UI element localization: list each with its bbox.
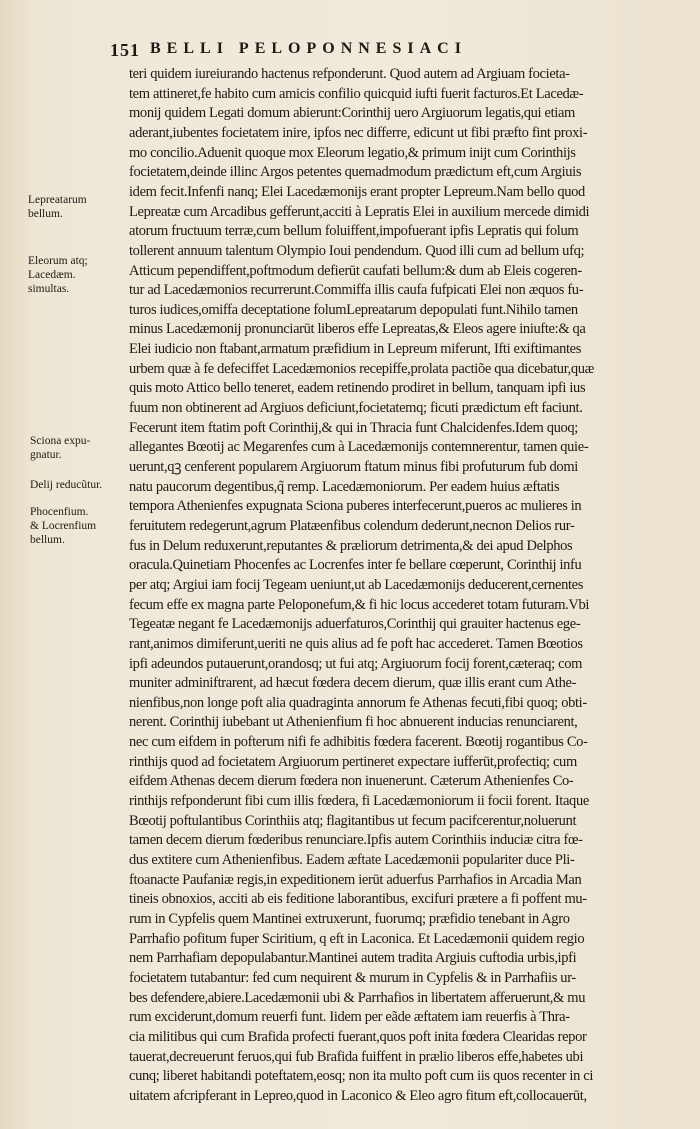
margin-note-eleorum (28, 254, 88, 296)
text-line: rinthijs quod ad focietatem Argiuorum pertineret expectare iufferūt,profectiq; cum (129, 753, 577, 770)
margin-note-line: gnatur. (30, 449, 62, 461)
margin-note-line: Delij reducũtur. (30, 479, 103, 491)
text-line: feruitutem redegerunt,agrum Platæenfibus colendum dederunt,necnon Delios rur- (129, 517, 575, 534)
text-line: uitatem afcripferant in Lepreo,quod in Laconico & Eleo agro fitum eft,collocauerūt, (129, 1087, 587, 1104)
text-line: atorum fructuum terræ,cum bellum foluiffent,impofuerant ipfis Lepratis qui folum (129, 223, 579, 240)
text-line: ipfi adeundos putauerunt,orandosq; ut fui atq; Argiuorum focij forent,cæteraq; com (129, 655, 583, 672)
text-line: tineis obnoxios, acciti ab eis feditione laborantibus, excifuri prætere a fi poffent mu- (129, 891, 587, 908)
margin-note-line: bellum. (30, 534, 65, 546)
text-line: Elei iudicio non ftabant,armatum præfidium in Lepreum miferunt, Ifti exiftimantes (129, 341, 582, 358)
text-line: cunq; liberet habitandi poteftatem,eosq; non ita multo poft cum iis quos recenter in ci (129, 1068, 594, 1085)
text-line: monij quidem Legati domum abierunt:Corinthij uero Argiuorum legatis,qui etiam (129, 105, 575, 122)
margin-notes (0, 0, 128, 1129)
text-line: Lepreatæ cum Arcadibus gefferunt,acciti à Lepratis Elei in auxilium mercede dimidi (129, 203, 590, 220)
text-line: urbem quæ à fe defeciffet Lacedæmonios recepiffe,prolata pactiõe qua dicebatur,quæ (129, 360, 594, 377)
margin-note-line: & Locrenfium (30, 520, 97, 532)
text-line: tem attineret,fe habito cum amicis confilio quicquid iufti fuerit facturos.Et Lacedæ- (129, 85, 584, 102)
margin-note-sciona (30, 434, 90, 462)
text-line: cia militibus qui cum Brafida profecti fuerant,quos poft inita fœdera Clearidas repor (129, 1028, 587, 1045)
text-line: eifdem Athenas decem dierum fœdera non inuenerunt. Cæterum Athenienfes Co- (129, 773, 574, 790)
body-text (129, 64, 700, 1129)
text-line: fuum non obtinerent ad Argiuos deficiunt,focietatemq; ficuti prædictum eft faciunt. (129, 400, 583, 417)
text-line: uerunt,qꝫ cenferent popularem Argiuorum ftatum minus fibi profuturum fub domi (129, 459, 578, 475)
page-header (110, 40, 700, 64)
margin-note-phocensium (30, 505, 96, 547)
text-line: muniter adminiftrarent, ad hæcut fœdera decem dierum, quæ illis erant cum Athe- (129, 675, 577, 692)
text-line: Parrhafio pofitum fuper Sciritium, q eft in Laconica. Et Lacedæmonii quidem regio (129, 930, 585, 947)
running-title: BELLI PELOPONNESIACI (150, 40, 467, 57)
text-line: teri quidem iureiurando hactenus refponderunt. Quod autem ad Argiuam focieta- (129, 66, 570, 82)
text-line: Bœotij poftulantibus Corinthiis atq; flagitantibus ut fecum pacifcerentur,noluerunt (129, 812, 577, 829)
margin-note-lepreatarum (28, 193, 87, 221)
text-line: oracula.Quinetiam Phocenfes ac Locrenfes inter fe bellare cœperunt, Corinthij infu (129, 557, 582, 574)
margin-note-line: Sciona expu- (30, 435, 91, 447)
text-line: tur ad Lacedæmonios recurrerunt.Commiffa illis caufa fufpicati Elei non æquos fu- (129, 282, 584, 299)
text-line: ftoanacte Paufaniæ regis,in expeditionem ierūt aduerfus Parrhafios in Arcadia Man (129, 871, 582, 888)
text-line: idem fecit.Infenfi nanq; Elei Lacedæmonijs erant propter Lepreum.Nam bello quod (129, 183, 585, 200)
margin-note-line: bellum. (28, 208, 63, 220)
text-line: Fecerunt item ftatim poft Corinthij,& qui in Thracia funt Chalcidenfes.Idem quoq; (129, 419, 578, 436)
text-line: rinthijs refponderunt fibi cum illis fœdera, fi Lacedæmoniorum ii focii forent. Itaque (129, 793, 589, 810)
text-line: fecum effe ex magna parte Peloponefum,& fi hic locus accederet totam futuram.Vbi (129, 596, 590, 613)
margin-note-line: simultas. (28, 283, 70, 295)
margin-note-line: Eleorum atq; (28, 255, 88, 267)
text-line: tempora Athenienfes expugnata Sciona puberes interfecerunt,pueros ac mulieres in (129, 498, 582, 515)
margin-note-line: Lacedæm. (28, 269, 76, 281)
text-line: nem Parrhafiam depopulabantur.Mantinei autem tradita Argiuis cuftodia urbis,ipfi (129, 950, 577, 967)
text-line: turos iudices,omiffa deceptatione folumLepreatarum depopulati funt.Nihilo tamen (129, 301, 578, 318)
text-line: focietatem tutabantur: fed cum nequirent & murum in Cypfelis & in Parrhafiis ur- (129, 969, 576, 986)
text-line: allegantes Bœotij ac Megarenfes cum à Lacedæmonijs contemnerentur, tamen quie- (129, 439, 589, 456)
text-line: Atticum pependiffent,poftmodum defierūt caufati bellum:& dum ab Eleis cogeren- (129, 262, 582, 279)
text-line: bes defendere,abiere.Lacedæmonii ubi & Parrhafios in libertatem afferuerunt,& mu (129, 989, 586, 1006)
text-line: mo concilio.Aduenit quoque mox Eleorum legatio,& primum inijt cum Corinthijs (129, 144, 576, 161)
text-line: focietatem,deinde illinc Argos petentes quemadmodum prædictum eft,cum Argiuis (129, 164, 582, 181)
text-line: rant,animos dimiferunt,ueriti ne quis alius ad fe poft hac accederet. Tamen Bœotios (129, 635, 583, 652)
text-line: quis moto Attico bello teneret, eadem retinendo prodiret in bellum, tanquam ipfi ius (129, 380, 586, 397)
text-line: minus Lacedæmonij pronunciarūt liberos effe Lepreatas,& Eleos agere iniufte:& qa (129, 321, 586, 338)
text-line: tauerat,decreuerunt feruos,qui fub Brafida fuiffent in prælio liberos effe,habetes ubi (129, 1048, 584, 1065)
text-line: per atq; Argiui iam focij Tegeam ueniunt,ut ab Lacedæmonijs deducerent,cernentes (129, 576, 584, 593)
text-line: natu paucorum degentibus,q̃ remp. Lacedæmoniorum. Per eadem huius æftatis (129, 478, 560, 495)
margin-note-delij (30, 478, 102, 492)
margin-note-line: Lepreatarum (28, 194, 87, 206)
text-line: dus extitere cum Athenienfibus. Eadem æftate Lacedæmonii populariter duce Pli- (129, 852, 575, 868)
text-line: nienfibus,non longe poft alia quadraginta annorum fe Athenas fecuti,fibi quoq; obti- (129, 694, 587, 711)
text-line: aderant,iubentes focietatem inire, ipfos nec differre, edicunt ut fibi præfto fint proxi- (129, 124, 588, 141)
text-line: nerent. Corinthij iubebant ut Athenienfium fi hoc abnuerent inducias renunciarent, (129, 714, 578, 731)
text-line: Tegeatæ negant fe Lacedæmonijs aduerfaturos,Corinthij qui grauiter hactenus ege- (129, 616, 581, 633)
text-line: rum exciderunt,domum reuerfi funt. Iidem per eãde æftatem iam reuerfis à Thra- (129, 1009, 570, 1026)
margin-note-line: Phocenfium. (30, 506, 89, 518)
text-line: nec cum eifdem in pofterum nifi fe adhibitis fœdera facerent. Bœotij rogantibus Co- (129, 734, 588, 751)
text-line: rum in Cypfelis quem Mantinei extruxerunt, fuorumq; præfidio tenebant in Agro (129, 910, 570, 927)
text-line: tollerent annuum talentum Olympio Ioui pendendum. Quod illi cum ad bellum ufq; (129, 242, 585, 259)
page-number: 151 (110, 40, 140, 60)
text-line: tamen decem dierum fœderibus renunciare.Ipfis autem Corinthiis induciæ citra fœ- (129, 832, 583, 849)
text-line: fus in Delum reduxerunt,reputantes & præliorum detrimenta,& dei apud Delphos (129, 537, 573, 554)
